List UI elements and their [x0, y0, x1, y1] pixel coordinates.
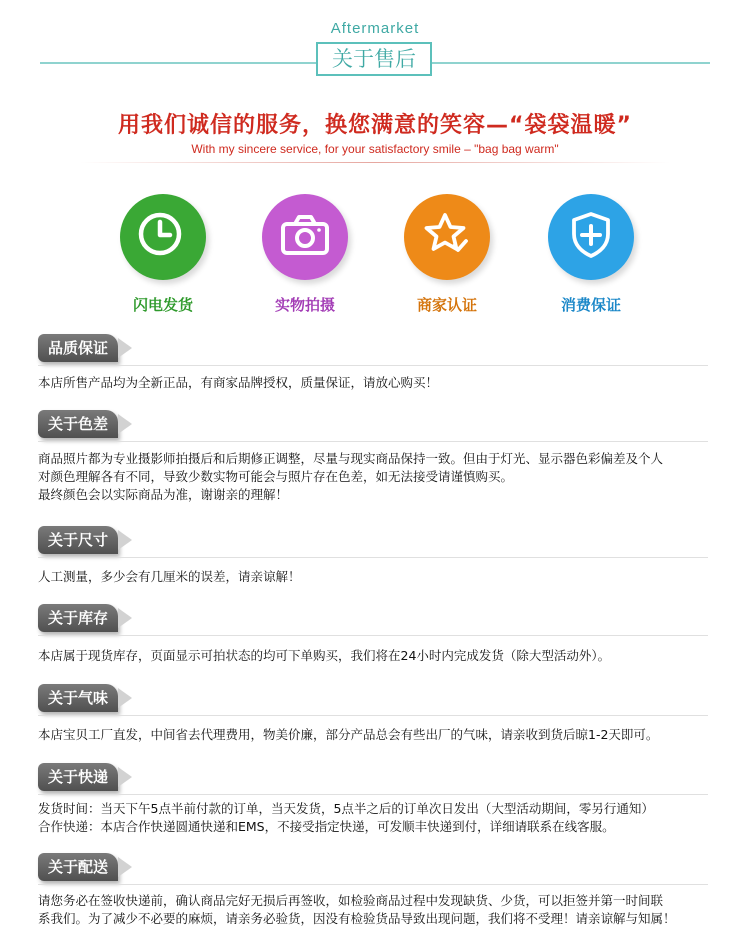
slogan-cn: 用我们诚信的服务，换您满意的笑容—“袋袋温暖”	[118, 113, 632, 138]
section-divider	[38, 635, 708, 636]
section-line: 最终颜色会以实际商品为准，谢谢亲的理解！	[38, 487, 289, 502]
section-body-odor	[38, 726, 708, 744]
section-title-quality: 品质保证	[38, 334, 118, 362]
section-title-delivery: 关于配送	[38, 853, 118, 881]
service-label: 实物拍摄	[274, 296, 335, 314]
section-line: 合作快递：本店合作快递圆通快递和EMS，不接受指定快递，可发顺丰快递到付，详细请联系在线客服。	[38, 819, 615, 834]
section-line: 发货时间：当天下午5点半前付款的订单，当天发货，5点半之后的订单次日发出（大型活动期间，零另行通知）	[38, 801, 654, 816]
section-line: 对颜色理解各有不同，导致少数实物可能会与照片存在色差，如无法接受请谨慎购买。	[38, 469, 514, 484]
service-label: 商家认证	[416, 296, 477, 314]
section-line: 商品照片都为专业摄影师拍摄后和后期修正调整，尽量与现实商品保持一致。但由于灯光、显示器色彩偏差及个人	[38, 451, 664, 466]
header-divider-left	[40, 62, 316, 64]
section-divider	[38, 365, 708, 366]
section-line: 系我们。为了减少不必要的麻烦，请亲务必验货，因没有检验货品导致出现问题，我们将不受理！请亲谅解与知属！	[38, 911, 676, 926]
camera-icon	[262, 194, 348, 280]
section-title-odor: 关于气味	[38, 684, 118, 712]
section-body-express	[38, 800, 708, 836]
header-divider-right	[432, 62, 710, 64]
section-title-express: 关于快递	[38, 763, 118, 791]
header-cn-title: 关于售后	[316, 42, 432, 76]
section-divider	[38, 441, 708, 442]
section-divider	[38, 794, 708, 795]
section-divider	[38, 715, 708, 716]
section-body-stock	[38, 647, 708, 665]
service-real-photos	[250, 194, 360, 315]
shield-plus-icon	[548, 194, 634, 280]
section-body-delivery	[38, 892, 708, 928]
section-title-color: 关于色差	[38, 410, 118, 438]
section-line: 人工测量，多少会有几厘米的误差，请亲谅解！	[38, 569, 301, 584]
clock-icon	[120, 194, 206, 280]
section-title-size: 关于尺寸	[38, 526, 118, 554]
service-merchant-verified	[392, 194, 502, 315]
slogan-en: With my sincere service, for your satisfactory smile – "bag bag warm"	[191, 142, 559, 156]
section-title-stock: 关于库存	[38, 604, 118, 632]
section-line: 本店所售产品均为全新正品，有商家品牌授权，质量保证，请放心购买！	[38, 375, 439, 390]
section-line: 本店宝贝工厂直发，中间省去代理费用，物美价廉，部分产品总会有些出厂的气味，请亲收到货后晾1-2天即可。	[38, 727, 659, 742]
service-label: 消费保证	[560, 296, 621, 314]
section-divider	[38, 557, 708, 558]
section-line: 请您务必在签收快递前，确认商品完好无损后再签收，如检验商品过程中发现缺货、少货，可以拒签并第一时间联	[38, 893, 664, 908]
header-en-title: Aftermarket	[330, 20, 420, 37]
service-fast-delivery	[108, 194, 218, 315]
section-body-color	[38, 450, 708, 504]
section-line: 本店属于现货库存，页面显示可拍状态的均可下单购买，我们将在24小时内完成发货（除大型活动外）。	[38, 648, 611, 663]
section-body-quality	[38, 374, 708, 392]
star-badge-icon	[404, 194, 490, 280]
slogan-divider	[80, 162, 670, 163]
section-divider	[38, 884, 708, 885]
service-consumer-guarantee	[536, 194, 646, 315]
section-body-size	[38, 568, 708, 586]
service-label: 闪电发货	[132, 296, 193, 314]
